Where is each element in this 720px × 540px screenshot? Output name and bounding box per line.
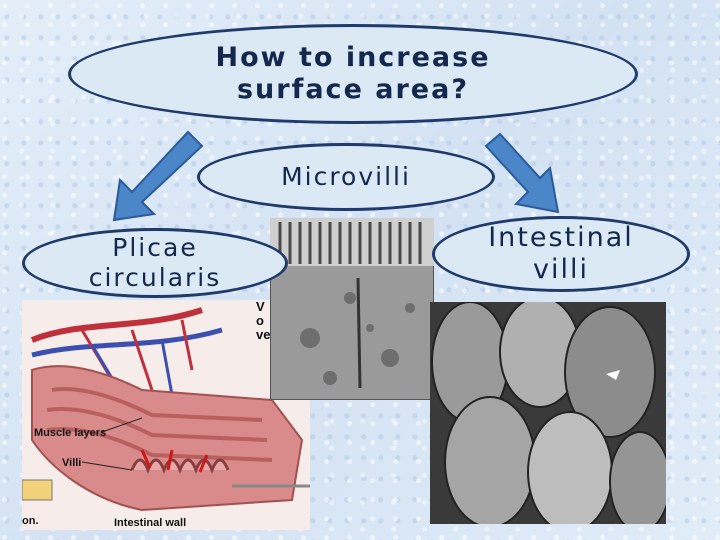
- villi-label-line1: Intestinal: [488, 221, 634, 253]
- intestinal-wall-label: Intestinal wall: [114, 517, 187, 529]
- main-question-line2: surface area?: [236, 74, 470, 105]
- microvilli-label: Microvilli: [281, 162, 411, 191]
- villi-label: Villi: [62, 457, 82, 469]
- plicae-circularis-oval: [22, 228, 288, 298]
- plicae-label-line1: Plicae: [112, 233, 198, 262]
- partial-label-ve: ve: [256, 327, 271, 342]
- main-question-line1: How to increase: [215, 41, 491, 73]
- microvilli-micrograph: [270, 218, 434, 400]
- intestinal-villi-oval: [432, 216, 690, 292]
- microvilli-oval: [197, 143, 495, 211]
- intestinal-villi-micrograph: [430, 302, 666, 524]
- partial-label-o: o: [256, 313, 264, 328]
- partial-label-v: V: [256, 299, 265, 314]
- plicae-label-line2: circularis: [88, 263, 222, 292]
- main-question-oval: [68, 24, 638, 124]
- arrow-left-down-icon: [100, 128, 210, 228]
- villi-label-line2: villi: [533, 254, 589, 285]
- partial-on-label: on.: [22, 515, 39, 527]
- partial-label-stack: [256, 300, 270, 342]
- muscle-layers-label: Muscle layers: [34, 427, 107, 439]
